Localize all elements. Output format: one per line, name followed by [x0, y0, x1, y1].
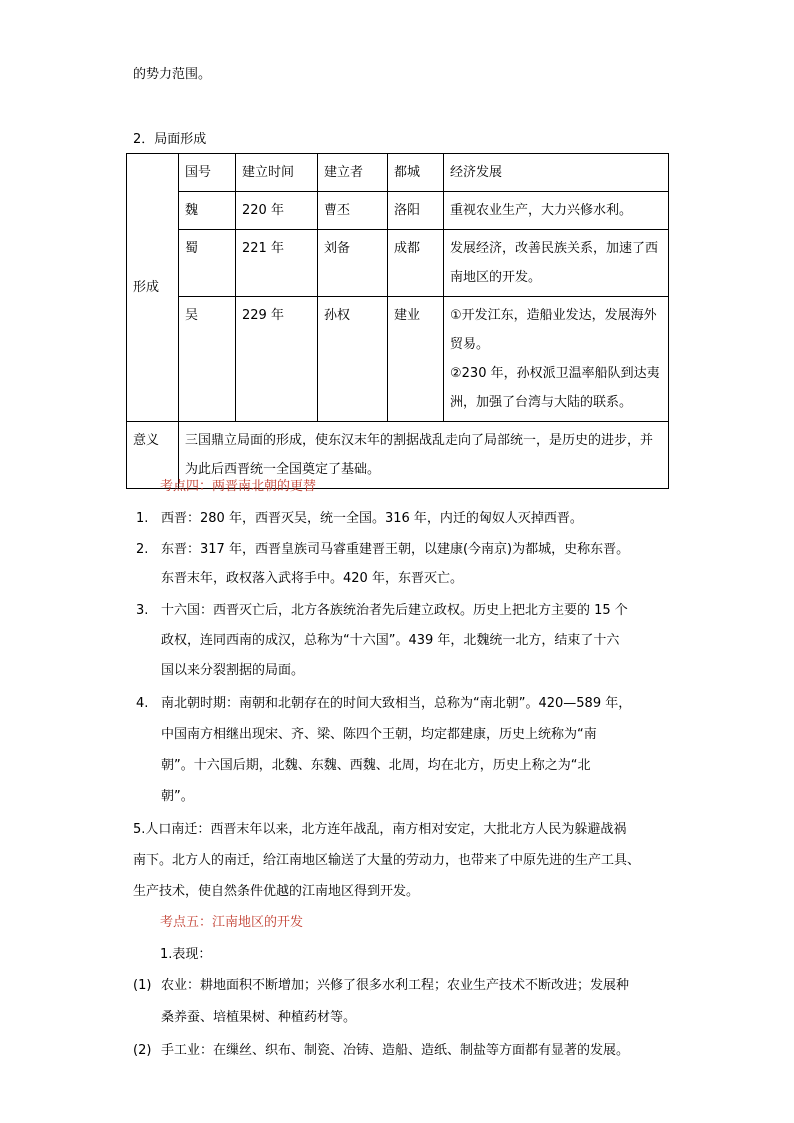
kp4-item-5-line-1: 5.人口南迁：西晋末年以来，北方连年战乱，南方相对安定，大批北方人民为躲避战祸 — [133, 822, 627, 837]
table-row — [127, 230, 669, 297]
cell-econ-point-2: ②230 年，孙权派卫温率船队到达夷洲，加强了台湾与大陆的联系。 — [450, 366, 660, 410]
kp5-item-2-line-1: 手工业：在缫丝、织布、制瓷、冶铸、造船、造纸、制盐等方面都有显著的发展。 — [161, 1043, 630, 1058]
cell-founder: 曹丕 — [318, 192, 388, 230]
cell-time: 221 年 — [236, 230, 318, 297]
kp5-sub1: 1.表现： — [160, 947, 212, 962]
cell-econ-text: 发展经济，改善民族关系，加速了西南地区的开发。 — [450, 241, 659, 285]
kp4-item-3-line-3: 国以来分裂割据的局面。 — [161, 663, 305, 678]
three-kingdoms-table — [126, 153, 669, 489]
kp4-title: 考点四：两晋南北朝的更替 — [160, 479, 317, 494]
cell-name: 魏 — [179, 192, 236, 230]
cell-econ: 重视农业生产，大力兴修水利。 — [444, 192, 669, 230]
kp5-title: 考点五：江南地区的开发 — [160, 915, 304, 930]
cell-founder: 孙权 — [318, 297, 388, 422]
kp4-item-4-line-3: 朝”。十六国后期，北魏、东魏、西魏、北周，均在北方，历史上称之为“北 — [161, 758, 591, 773]
kp4-item-5-line-3: 生产技术，使自然条件优越的江南地区得到开发。 — [133, 884, 420, 899]
cell-time: 229 年 — [236, 297, 318, 422]
kp4-item-2-line-1: 东晋：317 年，西晋皇族司马睿重建晋王朝，以建康(今南京)为都城，史称东晋。 — [161, 542, 630, 557]
cell-capital: 建业 — [388, 297, 444, 422]
cell-name: 吴 — [179, 297, 236, 422]
row-label-formation: 形成 — [127, 154, 179, 422]
kp4-item-2-line-2: 东晋末年，政权落入武将手中。420 年，东晋灭亡。 — [161, 571, 463, 586]
table-header-row — [127, 154, 669, 192]
kp4-item-5-line-2: 南下。北方人的南迁，给江南地区输送了大量的劳动力，也带来了中原先进的生产工具、 — [133, 853, 641, 868]
header-founder: 建立者 — [318, 154, 388, 192]
kp4-item-3-num: 3. — [136, 603, 149, 618]
kp4-item-1-num: 1. — [136, 511, 149, 526]
table-row — [127, 192, 669, 230]
table-row — [127, 297, 669, 422]
cell-econ — [444, 230, 669, 297]
cell-significance: 三国鼎立局面的形成，使东汉末年的割据战乱走向了局部统一，是历史的进步，并为此后西晋统一全国奠定了基础。 — [179, 422, 669, 489]
kp5-item-1-line-1: 农业：耕地面积不断增加；兴修了很多水利工程；农业生产技术不断改进；发展种 — [161, 978, 630, 993]
header-econ: 经济发展 — [444, 154, 669, 192]
cell-founder: 刘备 — [318, 230, 388, 297]
cell-econ-point-1: ①开发江东，造船业发达，发展海外贸易。 — [450, 308, 657, 352]
kp4-item-4-line-1: 南北朝时期：南朝和北朝存在的时间大致相当，总称为“南北朝”。420—589 年， — [161, 696, 632, 711]
cell-econ — [444, 297, 669, 422]
cell-time: 220 年 — [236, 192, 318, 230]
cell-name: 蜀 — [179, 230, 236, 297]
kp4-item-3-line-1: 十六国：西晋灭亡后，北方各族统治者先后建立政权。历史上把北方主要的 15 个 — [161, 603, 628, 618]
header-name: 国号 — [179, 154, 236, 192]
kp4-item-2-num: 2. — [136, 542, 149, 557]
kp4-item-4-num: 4. — [136, 696, 149, 711]
cell-capital: 成都 — [388, 230, 444, 297]
intro-tail: 的势力范围。 — [133, 67, 212, 82]
kp5-item-1-num: (1) — [133, 978, 152, 993]
kp5-item-2-num: (2) — [133, 1043, 152, 1058]
header-time: 建立时间 — [236, 154, 318, 192]
kp4-item-4-line-4: 朝”。 — [161, 789, 194, 804]
kp4-item-1-line-1: 西晋：280 年，西晋灭吴，统一全国。316 年，内迁的匈奴人灭掉西晋。 — [161, 511, 583, 526]
kp4-item-4-line-2: 中国南方相继出现宋、齐、梁、陈四个王朝，均定都建康，历史上统称为“南 — [161, 727, 597, 742]
header-capital: 都城 — [388, 154, 444, 192]
row-label-significance: 意义 — [127, 422, 179, 489]
kp5-item-1-line-2: 桑养蚕、培植果树、种植药材等。 — [161, 1010, 357, 1025]
kp4-item-3-line-2: 政权，连同西南的成汉，总称为“十六国”。439 年，北魏统一北方，结束了十六 — [161, 633, 620, 648]
section2-title: 2．局面形成 — [133, 132, 207, 147]
cell-capital: 洛阳 — [388, 192, 444, 230]
